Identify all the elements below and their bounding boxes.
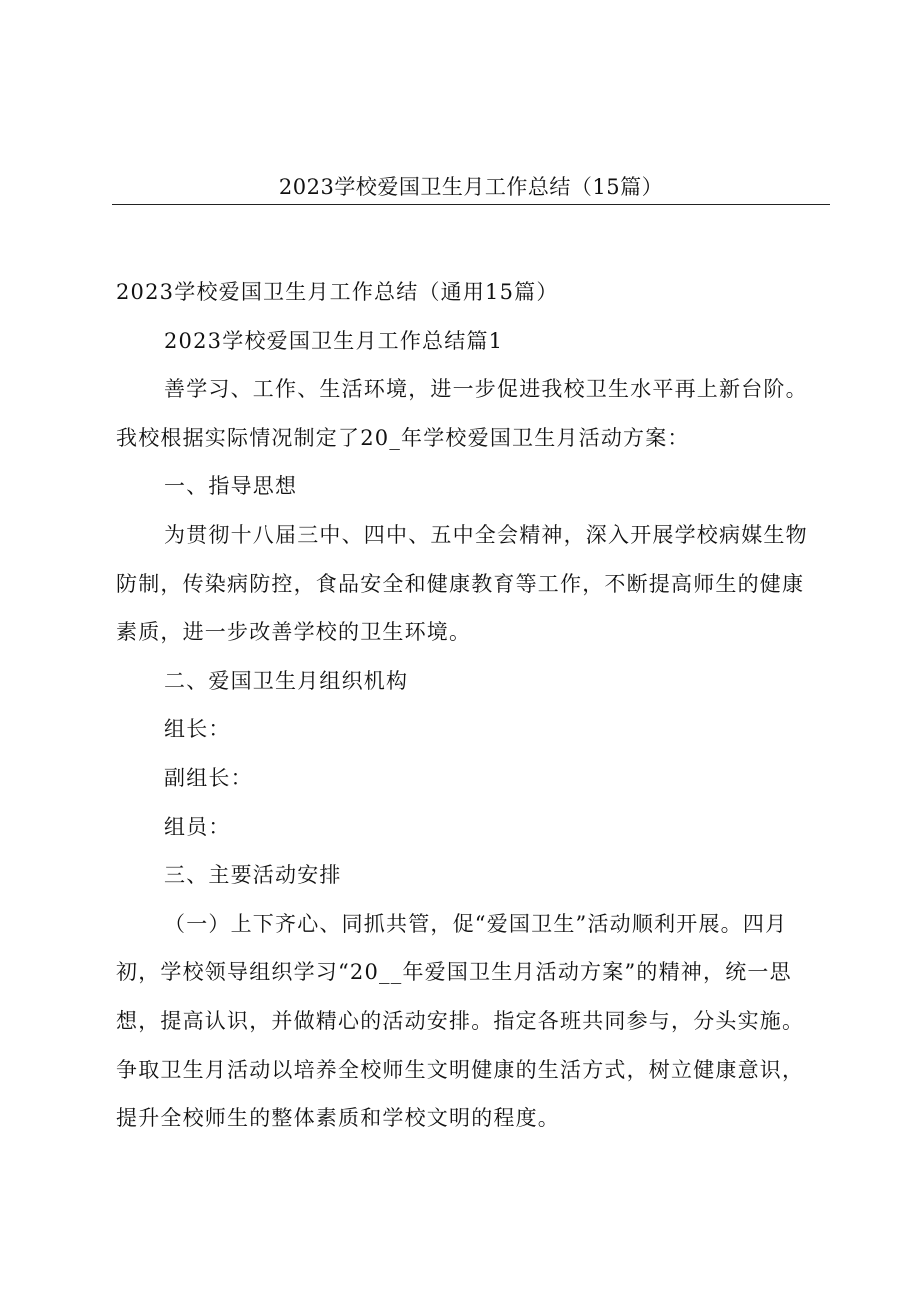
team-leader-label: 组长： xyxy=(164,717,231,742)
section-heading: 2023学校爱国卫生月工作总结篇1 xyxy=(164,328,504,353)
paragraph-line: 提升全校师生的整体素质和学校文明的程度。 xyxy=(116,1106,560,1131)
paragraph-line: 初，学校领导组织学习“20__年爱国卫生月活动方案”的精神，统一思 xyxy=(116,960,792,985)
paragraph-line: （一）上下齐心、同抓共管，促“爱国卫生”活动顺利开展。四月 xyxy=(164,911,788,936)
paragraph-line: 我校根据实际情况制定了20_年学校爱国卫生月活动方案： xyxy=(116,425,690,450)
paragraph-line: 素质，进一步改善学校的卫生环境。 xyxy=(116,620,472,645)
document-body xyxy=(116,268,832,1143)
paragraph-line: 防制，传染病防控，食品安全和健康教育等工作，不断提高师生的健康 xyxy=(116,571,805,596)
title-underline xyxy=(112,204,830,205)
subtitle: 2023学校爱国卫生月工作总结（通用15篇） xyxy=(116,280,559,304)
heading-guiding-thought: 一、指导思想 xyxy=(164,474,298,499)
document-title: 2023学校爱国卫生月工作总结（15篇） xyxy=(278,175,664,199)
heading-activities: 三、主要活动安排 xyxy=(164,863,342,888)
team-members-label: 组员： xyxy=(164,814,231,839)
deputy-leader-label: 副组长： xyxy=(164,765,253,790)
paragraph-line: 想，提高认识，并做精心的活动安排。指定各班共同参与，分头实施。 xyxy=(116,1008,805,1033)
paragraph-line: 为贯彻十八届三中、四中、五中全会精神，深入开展学校病媒生物 xyxy=(164,522,808,547)
heading-organization: 二、爱国卫生月组织机构 xyxy=(164,668,409,693)
paragraph-line: 善学习、工作、生活环境，进一步促进我校卫生水平再上新台阶。 xyxy=(164,377,808,402)
paragraph-line: 争取卫生月活动以培养全校师生文明健康的生活方式，树立健康意识， xyxy=(116,1057,805,1082)
